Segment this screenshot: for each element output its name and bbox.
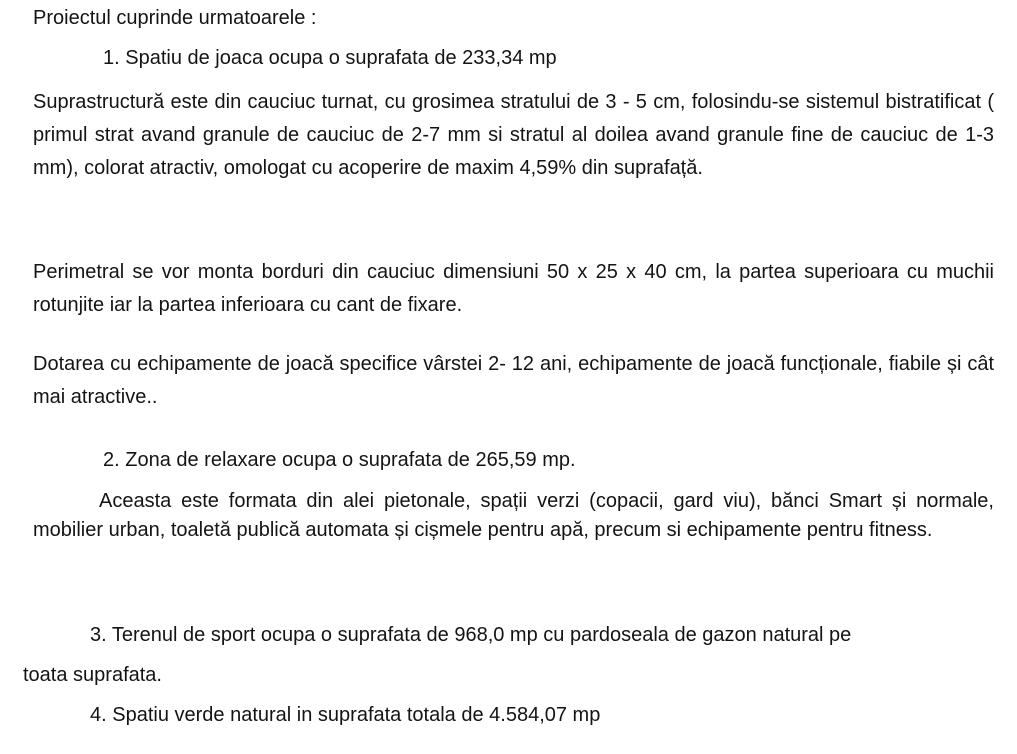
intro-text: Proiectul cuprinde urmatoarele : [33,7,317,29]
section-1-paragraph-equipment: Dotarea cu echipamente de joacă specifice vârstei 2- 12 ani, echipamente de joacă funcționale, fiabile și cât mai atractive.. [33,353,994,408]
section-3-heading: 3. Terenul de sport ocupa o suprafata de 968,0 mp cu pardoseala de gazon natural pe [90,624,852,646]
section-2-paragraph: Aceasta este formata din alei pietonale, spații verzi (copacii, gard viu), bănci Smart și normale, mobilier urban, toaletă publică automata și cișmele pentru apă, precum si echipamente pentru fitness. [33,490,994,541]
section-3-heading-continuation: toata suprafata. [23,664,162,686]
section-1-heading: 1. Spatiu de joaca ocupa o suprafata de 233,34 mp [103,47,557,69]
section-1-paragraph-surface: Suprastructură este din cauciuc turnat, cu grosimea stratului de 3 - 5 cm, folosindu-se sistemul bistratificat ( primul strat avand granule de cauciuc de 2-7 mm si stratul al doilea avand granule fine de cauciuc de 1-3 mm), colorat atractiv, omologat cu acoperire de maxim 4,59% din suprafață. [33,91,994,179]
section-1-paragraph-borders: Perimetral se vor monta borduri din cauciuc dimensiuni 50 x 25 x 40 cm, la partea superioara cu muchii rotunjite iar la partea inferioara cu cant de fixare. [33,261,994,316]
section-2-heading: 2. Zona de relaxare ocupa o suprafata de 265,59 mp. [103,449,576,471]
section-4-heading: 4. Spatiu verde natural in suprafata totala de 4.584,07 mp [90,704,601,726]
